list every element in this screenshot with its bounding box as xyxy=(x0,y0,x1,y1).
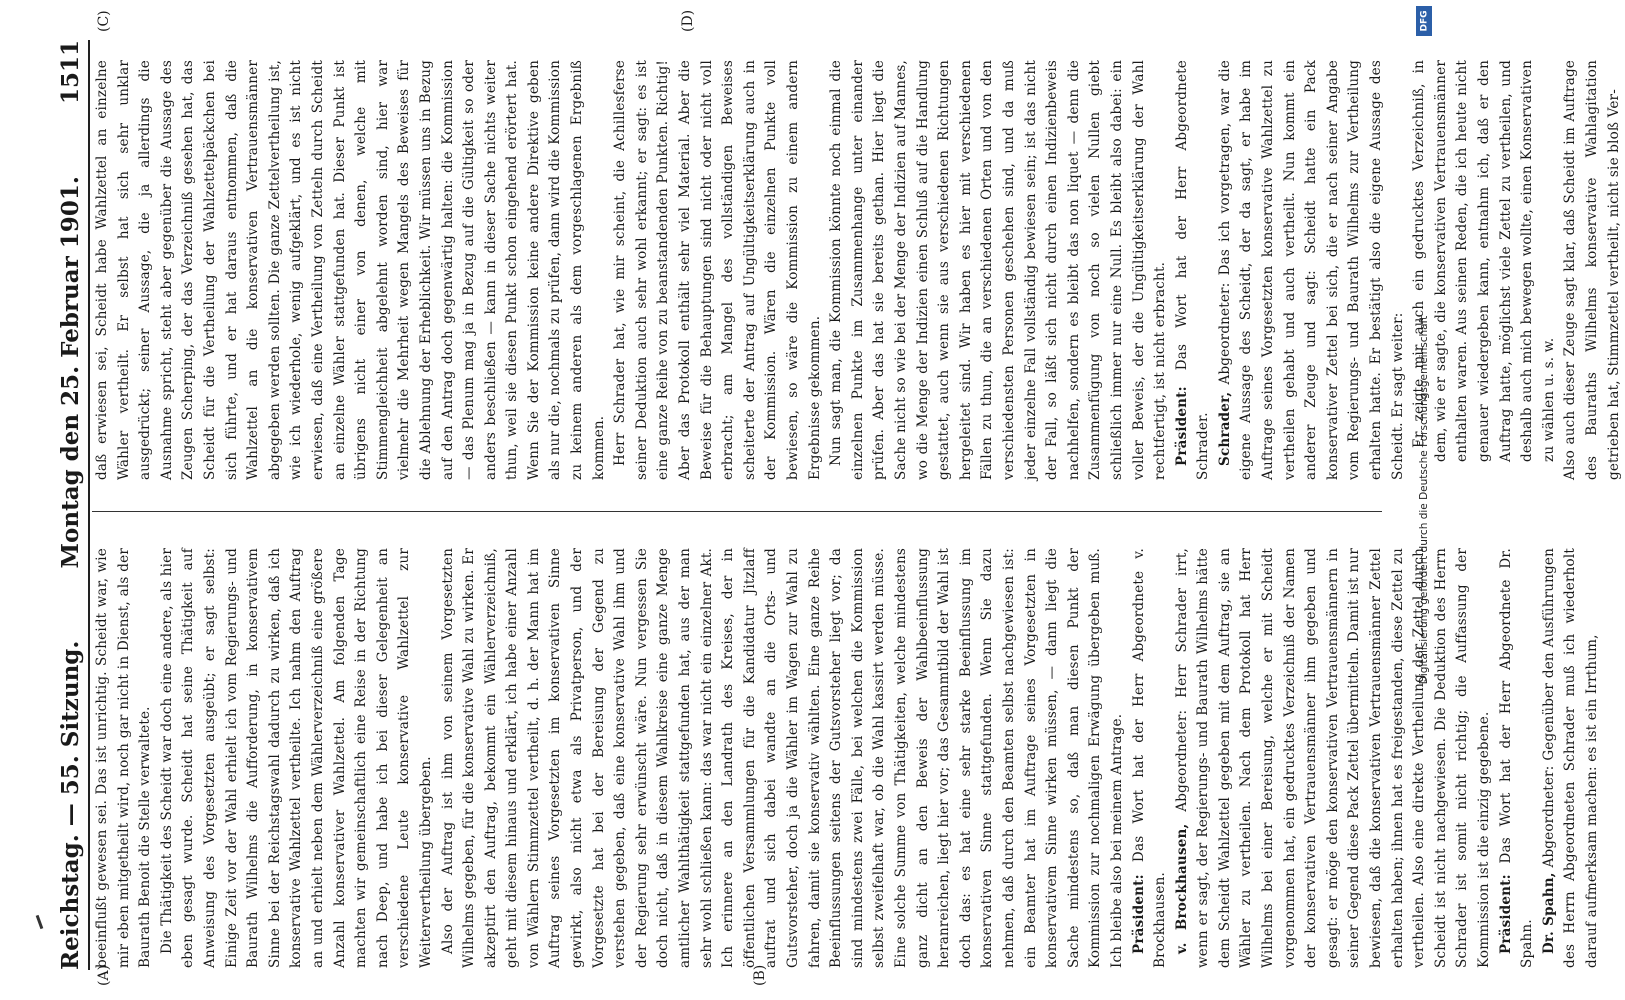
speaker-paragraph xyxy=(1539,548,1604,968)
speaker-name: Dr. Spahn, xyxy=(1540,872,1557,954)
margin-marker-d: (D) xyxy=(680,9,696,32)
speech-text: Abgeordneter: Gegenüber den Ausführungen des Herrn Abgeordneten Schrader muß ich wiederholt darauf aufmerksam machen: es ist ein Irrthum, xyxy=(1540,548,1600,968)
speaker-name: v. Brockhausen, xyxy=(1173,823,1190,954)
speech-text: Das Wort hat der Herr Abgeordnete Schrader. xyxy=(1173,60,1212,480)
dfg-logo-text: DFG xyxy=(1419,10,1430,32)
paragraph: Also der Auftrag ist ihm von seinem Vorgesetzten Wilhelms gegeben, für die konservative Wahl zu wirken. Er akzeptirt den Auftrag, bekommt ein Wählerverzeichniß, geht mit diesem hinaus und erklärt, ich habe einer Anzahl von Wählern Stimmzettel vertheilt, d. h. der Mann hat im Auftrag seines Vorgesetzten im konservativen Sinne gewirkt, also nicht etwa als Privatperson, und der Vorgesetzte hat bei der Bereisung der Gegend zu verstehen gegeben, daß eine konservative Wahl ihm und der Regierung sehr erwünscht wäre. Nun vergessen Sie doch nicht, daß in diesem Wahlkreise eine ganze Menge amtlicher Wahlthätigkeit stattgefunden hat, aus der man sehr wohl schließen kann: das war nicht ein einzelner Akt. Ich erinnere an den Landrath des Kreises, der in öffentlichen Versammlungen für die Kandidatur Jitzlaff auftrat und sich dabei wandte an die Orts- und Gutsvorsteher, doch ja die Wähler im Wagen zur Wahl zu fahren, damit sie konservativ wählten. Eine ganze Reihe Beeinflussungen seitens der Gutsvorsteher liegt vor; da sind mindestens zwei Fälle, bei welchen die Kommission selbst zweifelhaft war, ob die Wahl kassirt werden müsse. Eine solche Summe von Thätigkeiten, welche mindestens ganz dicht an den Beweis der Wahlbeeinflussung heranreichen, liegt hier vor; das Gesammtbild der Wahl ist doch das: es hat eine sehr starke Beeinflussung im konservativen Sinne stattgefunden. Wenn Sie dazu nehmen, daß durch den Beamten selbst nachgewiesen ist: ein Beamter hat im Auftrage seines Vorgesetzten in konservativem Sinne wirken müssen, — dann liegt die Sache mindestens so, daß man diesen Punkt der Kommission zur nochmaligen Erwägung übergeben muß. Ich bleibe also bei meinem Antrage. xyxy=(439,548,1125,968)
paragraph: Herr Schrader hat, wie mir scheint, die Achillesferse seiner Deduktion auch sehr wohl erkannt; er sagt: es ist eine ganze Reihe von zu beanstandenden Punkten. Richtig! Aber das Protokoll enthält sehr viel Material. Aber die Beweise für die Behauptungen sind nicht oder nicht voll erbracht; am Mangel des vollständigen Beweises scheiterte der Antrag auf Ungültigkeitserklärung auch in der Kommission. Wären die einzelnen Punkte voll bewiesen, so wäre die Kommission zu einem andern Ergebnisse gekommen. xyxy=(612,60,823,480)
margin-marker-b: (B) xyxy=(752,964,768,986)
speaker-paragraph xyxy=(1215,60,1409,480)
paragraph: beeinflußt gewesen sei. Das ist unrichtig. Scheidt war, wie mir eben mitgetheilt wird, noch gar nicht in Dienst, als der Baurath Benoit die Stelle verwaltete. xyxy=(94,548,154,968)
margin-marker-a: (A) xyxy=(96,964,112,986)
page-header xyxy=(44,40,90,970)
speech-text: Das Wort hat der Herr Abgeordnete Dr. Spahn. xyxy=(1497,548,1536,968)
speech-text: Abgeordneter: Das ich vorgetragen, war die eigene Aussage des Scheidt, der da sagt, er habe im Auftrage seines Vorgesetzten konservative Wahlzettel zu vertheilen gehabt und auch vertheilt. Nun kommt ein anderer Zeuge und sagt: Scheidt hatte ein Pack konservativer Zettel bei sich, die er nach seiner Angabe vom Regierungs- und Baurath Wilhelms zur Vertheilung erhalten hatte. Er bestätigt also die eigene Aussage des Scheidt. Er sagt weiter: xyxy=(1216,60,1406,480)
header-date: Montag den 25. Februar 1901. xyxy=(57,176,84,569)
margin-marker-c: (C) xyxy=(96,10,112,32)
speaker-name: Schrader, xyxy=(1216,391,1233,466)
paragraph: Nun sagt man, die Kommission könnte noch einmal die einzelnen Punkte im Zusammenhange unter einander prüfen. Aber das hat sie bereits gethan. Hier liegt die Sache nicht so wie bei der Menge der Indizien auf Mannes, wo die Menge der Indizien einen Schluß auf die Handlung gestattet, auch wenn sie aus verschiedenen Richtungen hergeleitet sind. Wir haben es hier mit verschiedenen Fällen zu thun, die an verschiedenen Orten und von den verschiedensten Personen geschehen sind, und da muß jeder einzelne Fall vollständig bewiesen sein; ist das nicht der Fall, so läßt sich nicht durch einen Indizienbeweis nachhelfen, sondern es bleibt das non liquet — denn die Zusammenfügung von noch so vielen Nullen giebt schließlich immer nur eine Null. Es bleibt also dabei: ein voller Beweis, der die Ungültigkeitserklärung der Wahl rechtfertigt, ist nicht erbracht. xyxy=(828,60,1169,480)
digitization-text: Digitalisierung gefördert durch die Deutsche Forschungsgemeinschaft xyxy=(1418,315,1431,685)
header-left: Reichstag. — 55. Sitzung. xyxy=(57,640,84,970)
speaker-name: Präsident: xyxy=(1130,874,1147,954)
paragraph: Also auch dieser Zeuge sagt klar, daß Scheidt im Auftrage des Bauraths Wilhelms konservative Wahlagitation getrieben hat, Stimmzettel vertheilt, nicht sie bloß Ver- xyxy=(1562,60,1622,480)
speaker-paragraph xyxy=(1172,548,1496,968)
speaker-paragraph xyxy=(1129,548,1172,968)
digitization-note xyxy=(1414,4,1434,996)
speaker-name: Präsident: xyxy=(1173,386,1190,466)
paragraph: Die Thätigkeit des Scheidt war doch eine andere, als hier eben gesagt wurde. Scheidt hat seine Thätigkeit auf Anweisung des Vorgesetzten ausgeübt; er sagt selbst: Einige Zeit vor der Wahl erhielt ich vom Regierungs- und Baurath Wilhelms die Aufforderung, in konservativem Sinne bei der Reichstagswahl dadurch zu wirken, daß ich konservative Wahlzettel vertheilte. Ich nahm den Auftrag an und erhielt neben dem Wählerverzeichniß eine größere Anzahl konservativer Wahlzettel. Am folgenden Tage machten wir gemeinschaftlich eine Reise in der Richtung nach Deep, und habe ich bei dieser Gelegenheit an verschiedene Leute konservative Wahlzettel zur Weitervertheilung übergeben. xyxy=(158,548,434,968)
speaker-paragraph xyxy=(1172,60,1215,480)
speech-text: Abgeordneter: Herr Schrader irrt, wenn er sagt, der Regierungs- und Baurath Wilhelms hätte dem Scheidt Wahlzettel gegeben mit dem Auftrag, sie an Wähler zu vertheilen. Nach dem Protokoll hat Herr Wilhelms bei einer Bereisung, welche er mit Scheidt vorgenommen hat, ein gedrucktes Verzeichniß der Namen der konservativen Vertrauensmänner ihm gegeben und gesagt: er möge den konservativen Vertrauensmännern in seiner Gegend diese Pack Zettel übermitteln. Damit ist nur bewiesen, daß die konservativen Vertrauensmänner Zettel erhalten haben; ihnen hat es freigestanden, diese Zettel zu vertheilen. Also eine direkte Vertheilung der Zettel durch Scheidt ist nicht nachgewiesen. Die Deduktion des Herrn Schrader ist somit nicht richtig; die Auffassung der Kommission ist die einzig gegebene. xyxy=(1173,548,1492,968)
quotation: Er zeigte mir auch ein gedrucktes Verzeichniß, in dem, wie er sagte, die konservativen Vertrauensmänner enthalten waren. Aus seinen Reden, die ich heute nicht genauer wiedergeben kann, entnahm ich, daß er den Auftrag hatte, möglichst viele Zettel zu vertheilen, und deshalb auch mich bewegen wollte, einen Konservativen zu wählen u. s. w. xyxy=(1411,60,1557,462)
paragraph: daß erwiesen sei, Scheidt habe Wahlzettel an einzelne Wähler vertheilt. Er selbst hat sich sehr unklar ausgedrückt; seiner Aussage, die ja allerdings die Ausnahme spricht, steht aber gegenüber die Aussage des Zeugen Scherping, der das Verzeichniß gesehen hat, das Scheidt für die Vertheilung der Wahlzettelpäckchen bei sich führte, und er hat daraus entnommen, daß die Wahlzettel an die konservativen Vertrauensmänner abgegeben werden sollten. Die ganze Zettelvertheilung ist, wie ich wiederhole, wenig aufgeklärt, und es ist nicht erwiesen, daß eine Vertheilung von Zetteln durch Scheidt an einzelne Wähler stattgefunden hat. Dieser Punkt ist übrigens nicht einer von denen, welche mit Stimmengleichheit abgelehnt worden sind, hier war vielmehr die Mehrheit wegen Mangels des Beweises für die Ablehnung der Erheblichkeit. Wir müssen uns in Bezug auf den Antrag doch gegenwärtig halten: die Kommission — das Plenum mag ja in Bezug auf die Gültigkeit so oder anders beschließen — kann in dieser Sache nichts weiter thun, weil sie diesen Punkt schon eingehend erörtert hat. Wenn Sie der Kommission keine andere Direktive geben als nur die, nochmals zu prüfen, dann wird die Kommission zu keinem anderen als dem vorgeschlagenen Ergebniß kommen. xyxy=(94,60,607,480)
speaker-paragraph xyxy=(1496,548,1539,968)
left-column xyxy=(92,548,1600,968)
right-column xyxy=(92,60,1622,480)
page-number: 1511 xyxy=(57,40,84,105)
dfg-logo xyxy=(1416,6,1432,36)
column-divider xyxy=(92,511,1382,512)
speaker-name: Präsident: xyxy=(1497,874,1514,954)
speech-text: Das Wort hat der Herr Abgeordnete v. Brockhausen. xyxy=(1130,548,1169,968)
